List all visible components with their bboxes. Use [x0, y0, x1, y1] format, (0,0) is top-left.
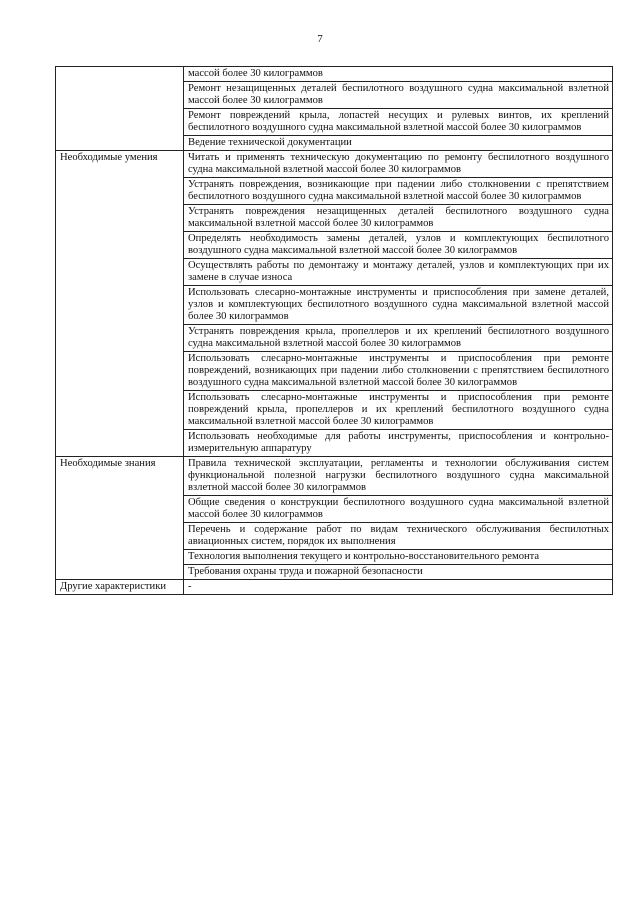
table-row — [56, 151, 613, 178]
skills-item: Определять необходимость замены деталей, узлов и комплектующих беспилотного воздушного судна максимальной взлетной массой более 30 килограммов — [184, 232, 613, 259]
page-number: 7 — [317, 33, 323, 45]
knowledge-category-label: Необходимые знания — [56, 457, 184, 580]
knowledge-item: Перечень и содержание работ по видам технического обслуживания беспилотных авиационных систем, порядок их выполнения — [184, 523, 613, 550]
table-row — [56, 580, 613, 595]
qualification-table — [55, 66, 613, 595]
skills-item: Устранять повреждения незащищенных деталей беспилотного воздушного судна максимальной взлетной массой более 30 килограммов — [184, 205, 613, 232]
skills-item: Использовать слесарно-монтажные инструменты и приспособления при замене деталей, узлов и комплектующих беспилотного воздушного судна максимальной взлетной массой более 30 килограммов — [184, 286, 613, 325]
skills-item: Устранять повреждения, возникающие при падении либо столкновении с препятствием беспилотного воздушного судна максимальной взлетной массой более 30 килограммов — [184, 178, 613, 205]
continuation-item: Ремонт повреждений крыла, лопастей несущих и рулевых винтов, их креплений беспилотного воздушного судна максимальной взлетной массой более 30 килограммов — [184, 109, 613, 136]
skills-item: Использовать необходимые для работы инструменты, приспособления и контрольно-измерительную аппаратуру — [184, 430, 613, 457]
continuation-item: Ведение технической документации — [184, 136, 613, 151]
continuation-item: массой более 30 килограммов — [184, 67, 613, 82]
skills-item: Использовать слесарно-монтажные инструменты и приспособления при ремонте повреждений, возникающих при падении либо столкновении с препятствием беспилотного воздушного судна максимальной взлетной массой более 30 килограммов — [184, 352, 613, 391]
table-row — [56, 457, 613, 496]
skills-category-label: Необходимые умения — [56, 151, 184, 457]
skills-item: Читать и применять техническую документацию по ремонту беспилотного воздушного судна максимальной взлетной массой более 30 килограммов — [184, 151, 613, 178]
table-row — [56, 67, 613, 82]
skills-item: Использовать слесарно-монтажные инструменты и приспособления при ремонте повреждений крыла, пропеллеров и их креплений беспилотного воздушного судна максимальной взлетной массой более 30 килограммов — [184, 391, 613, 430]
knowledge-item: Требования охраны труда и пожарной безопасности — [184, 565, 613, 580]
skills-item: Осуществлять работы по демонтажу и монтажу деталей, узлов и комплектующих при их замене в случае износа — [184, 259, 613, 286]
knowledge-item: Общие сведения о конструкции беспилотного воздушного судна максимальной взлетной массой более 30 килограммов — [184, 496, 613, 523]
other-item: - — [184, 580, 613, 595]
qualification-table-body — [56, 67, 613, 595]
knowledge-item: Правила технической эксплуатации, регламенты и технологии обслуживания систем функциональной полезной нагрузки беспилотного воздушного судна максимальной взлетной массой более 30 килограммов — [184, 457, 613, 496]
knowledge-item: Технология выполнения текущего и контрольно-восстановительного ремонта — [184, 550, 613, 565]
other-category-label: Другие характеристики — [56, 580, 184, 595]
continuation-item: Ремонт незащищенных деталей беспилотного воздушного судна максимальной взлетной массой более 30 килограммов — [184, 82, 613, 109]
continuation-category-label — [56, 67, 184, 151]
skills-item: Устранять повреждения крыла, пропеллеров и их креплений беспилотного воздушного судна максимальной взлетной массой более 30 килограммов — [184, 325, 613, 352]
